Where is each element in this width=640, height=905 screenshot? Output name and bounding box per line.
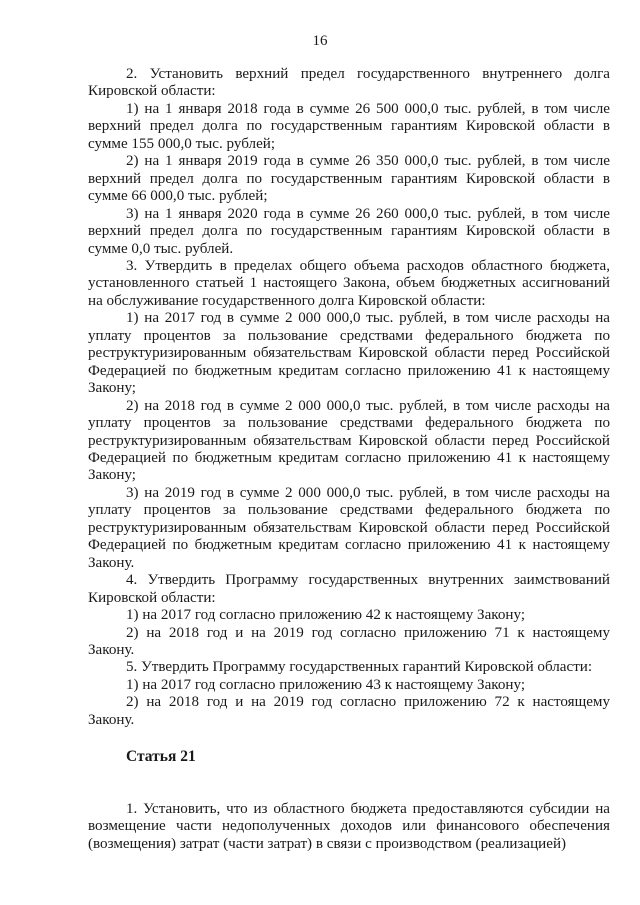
paragraph: 3) на 1 января 2020 года в сумме 26 260 000,0 тыс. рублей, в том числе верхний предел долга по государственным гарантиям Кировской области в сумме 0,0 тыс. рублей. [88, 205, 610, 257]
paragraph: 2) на 1 января 2019 года в сумме 26 350 000,0 тыс. рублей, в том числе верхний предел долга по государственным гарантиям Кировской области в сумме 66 000,0 тыс. рублей; [88, 153, 610, 205]
paragraph: 2) на 2018 год в сумме 2 000 000,0 тыс. рублей, в том числе расходы на уплату процентов за пользование средствами федерального бюджета по реструктуризированным обязательствам Кировской области перед Российской Федерацией по бюджетным кредитам согласно приложению 41 к настоящему Закону; [88, 397, 610, 484]
paragraph: 1) на 2017 год согласно приложению 43 к настоящему Закону; [126, 676, 526, 693]
paragraph: 2. Установить верхний предел государственного внутреннего долга Кировской области: [88, 66, 610, 100]
paragraph: 5. Утвердить Программу государственных гарантий Кировской области: [126, 659, 593, 676]
paragraph: 3. Утвердить в пределах общего объема расходов областного бюджета, установленного статьей 1 настоящего Закона, объем бюджетных ассигнований на обслуживание государственного долга Кировской области: [88, 257, 610, 309]
article-paragraph: 1. Установить, что из областного бюджета предоставляются субсидии на возмещение части недополученных доходов или финансового обеспечения (возмещения) затрат (части затрат) в связи с производством (реализацией) [88, 800, 610, 852]
paragraph: 1) на 2017 год согласно приложению 42 к настоящему Закону; [126, 607, 526, 624]
paragraph: 1) на 1 января 2018 года в сумме 26 500 000,0 тыс. рублей, в том числе верхний предел долга по государственным гарантиям Кировской области в сумме 155 000,0 тыс. рублей; [88, 100, 610, 152]
page-number: 16 [312, 33, 328, 49]
paragraph: 3) на 2019 год в сумме 2 000 000,0 тыс. рублей, в том числе расходы на уплату процентов за пользование средствами федерального бюджета по реструктуризированным обязательствам Кировской области перед Российской Федерацией по бюджетным кредитам согласно приложению 41 к настоящему Закону. [88, 484, 610, 571]
article-heading: Статья 21 [126, 748, 196, 766]
paragraph: 2) на 2018 год и на 2019 год согласно приложению 72 к настоящему Закону. [88, 694, 610, 728]
paragraph: 1) на 2017 год в сумме 2 000 000,0 тыс. рублей, в том числе расходы на уплату процентов за пользование средствами федерального бюджета по реструктуризированным обязательствам Кировской области перед Российской Федерацией по бюджетным кредитам согласно приложению 41 к настоящему Закону; [88, 310, 610, 397]
document-body [88, 66, 610, 853]
paragraph: 2) на 2018 год и на 2019 год согласно приложению 71 к настоящему Закону. [88, 624, 610, 658]
paragraph: 4. Утвердить Программу государственных внутренних заимствований Кировской области: [88, 572, 610, 606]
